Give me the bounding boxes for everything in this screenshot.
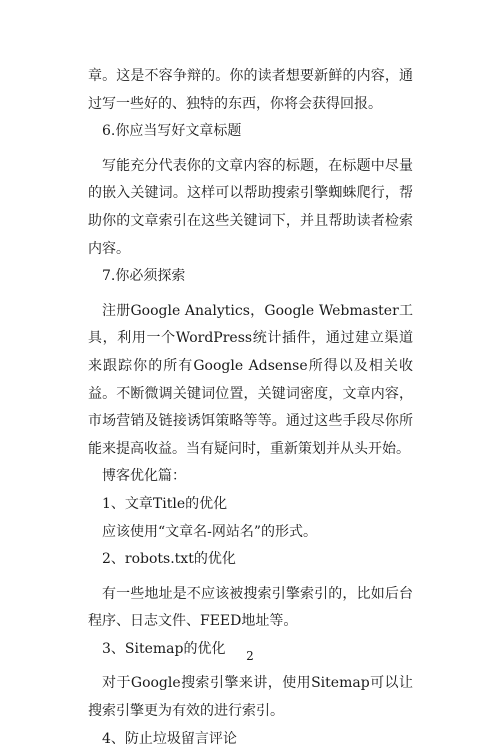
body-paragraph: 章。这是不容争辩的。你的读者想要新鲜的内容，通过写一些好的、独特的东西，你将会获得回报。 xyxy=(88,68,413,112)
section-heading: 1、文章Title的优化 xyxy=(102,495,228,512)
section-heading: 2、robots.txt的优化 xyxy=(102,551,236,568)
body-paragraph: 写能充分代表你的文章内容的标题，在标题中尽量的嵌入关键词。这样可以帮助搜索引擎蜘蛛爬行，帮助你的文章索引在这些关键词下，并且帮助读者检索内容。 xyxy=(88,157,413,257)
body-line: 应该使用“文章名-网站名”的形式。 xyxy=(102,523,318,540)
page-number: 2 xyxy=(246,649,254,663)
body-paragraph: 有一些地址是不应该被搜索引擎索引的，比如后台程序、日志文件、FEED地址等。 xyxy=(88,585,413,630)
body-paragraph: 对于Google搜索引擎来讲，使用Sitemap可以让搜索引擎更为有效的进行索引。 xyxy=(88,675,413,720)
section-heading: 6.你应当写好文章标题 xyxy=(102,123,242,140)
section-heading: 4、防止垃圾留言评论 xyxy=(102,730,237,747)
section-heading: 博客优化篇： xyxy=(102,468,186,485)
section-heading: 3、Sitemap的优化 xyxy=(102,640,226,657)
section-heading: 7.你必须探索 xyxy=(102,268,186,285)
body-paragraph: 注册Google Analytics，Google Webmaster工具，利用一个WordPress统计插件，通过建立渠道来跟踪你的所有Google Adsense所得以及相关收益。不断微调关键词位置，关键词密度，文章内容，市场营销及链接诱饵策略等等。通过这些手段尽你所能来提高收益。当有疑问时，重新策划并从头开始。 xyxy=(88,302,413,457)
